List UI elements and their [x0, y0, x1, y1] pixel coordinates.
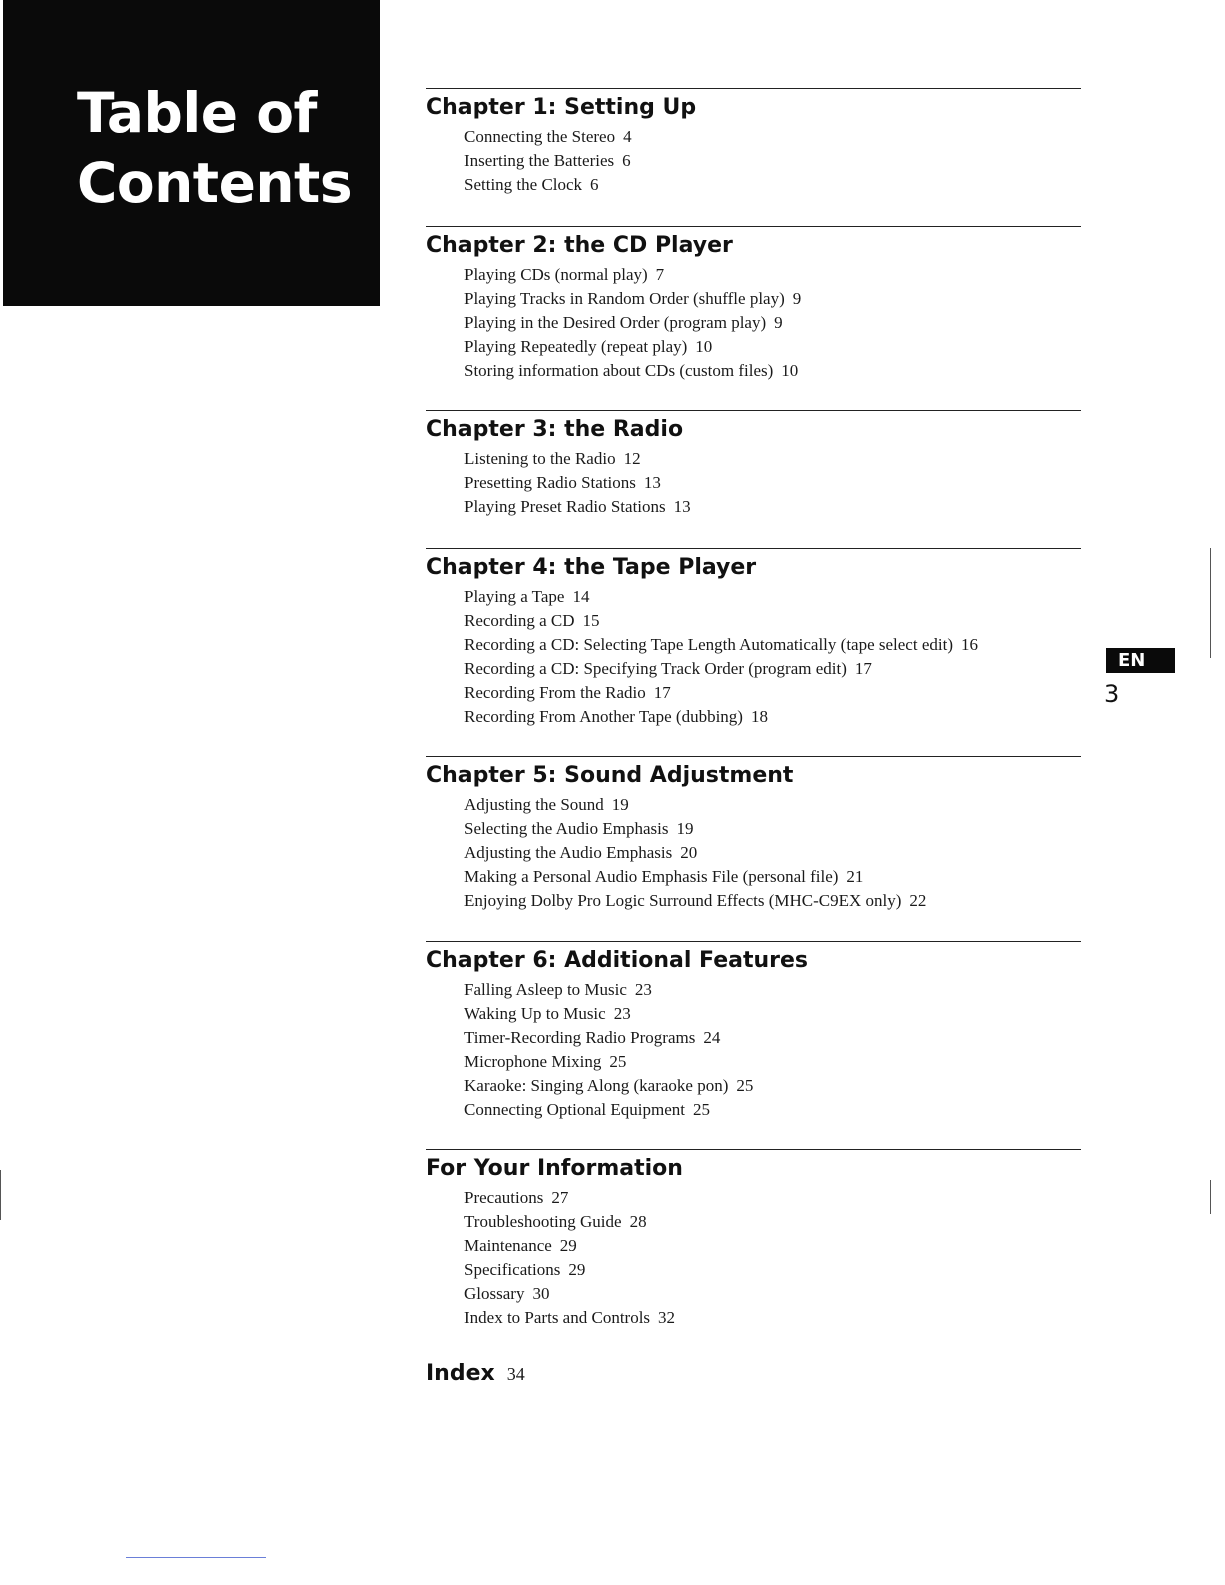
toc-entry[interactable]	[464, 1258, 1081, 1282]
chapter-heading[interactable]: Chapter 1: Setting Up	[426, 95, 697, 120]
section-divider	[426, 1149, 1081, 1150]
toc-entry-page-number: 24	[703, 1028, 721, 1047]
toc-entry-page-number: 25	[609, 1052, 627, 1071]
toc-entry-page-number: 10	[695, 337, 713, 356]
toc-entry-list	[464, 447, 1081, 519]
toc-entry-page-number: 14	[572, 587, 590, 606]
scan-edge-mark	[126, 1557, 266, 1558]
toc-entry-title: Waking Up to Music	[464, 1004, 606, 1023]
language-code: EN	[1118, 650, 1146, 671]
toc-section	[426, 756, 1081, 913]
toc-entry-page-number: 6	[622, 151, 631, 170]
toc-entry[interactable]	[464, 889, 1081, 913]
toc-entry-page-number: 19	[611, 795, 629, 814]
section-divider	[426, 941, 1081, 942]
toc-entry[interactable]	[464, 471, 1081, 495]
page-title	[77, 78, 352, 218]
title-block	[3, 0, 380, 306]
toc-entry-page-number: 25	[692, 1100, 710, 1119]
section-divider	[426, 88, 1081, 89]
toc-section	[426, 410, 1081, 519]
toc-entry-list	[464, 585, 1081, 729]
toc-entry[interactable]	[464, 1050, 1081, 1074]
toc-entry[interactable]	[464, 841, 1081, 865]
toc-entry-page-number: 18	[750, 707, 768, 726]
toc-entry[interactable]	[464, 125, 1081, 149]
toc-entry[interactable]	[464, 1234, 1081, 1258]
scan-edge-mark	[1210, 1180, 1211, 1214]
scan-edge-mark	[0, 1170, 1, 1220]
toc-entry-title: Recording a CD: Specifying Track Order (program edit)	[464, 659, 847, 678]
chapter-heading[interactable]: Chapter 3: the Radio	[426, 417, 684, 442]
toc-entry[interactable]	[464, 1002, 1081, 1026]
toc-entry-title: Selecting the Audio Emphasis	[464, 819, 669, 838]
toc-entry-title: Recording a CD	[464, 611, 575, 630]
toc-entry-list	[464, 1186, 1081, 1330]
chapter-heading[interactable]: Chapter 5: Sound Adjustment	[426, 763, 794, 788]
toc-entry[interactable]	[464, 1282, 1081, 1306]
toc-entry[interactable]	[464, 173, 1081, 197]
toc-entry[interactable]	[464, 311, 1081, 335]
toc-entry-page-number: 17	[653, 683, 671, 702]
toc-entry[interactable]	[464, 1306, 1081, 1330]
toc-entry-title: Playing Preset Radio Stations	[464, 497, 666, 516]
toc-entry-title: Making a Personal Audio Emphasis File (personal file)	[464, 867, 839, 886]
toc-entry[interactable]	[464, 1186, 1081, 1210]
toc-entry-page-number: 9	[774, 313, 783, 332]
toc-entry-title: Microphone Mixing	[464, 1052, 602, 1071]
toc-entry-title: Playing CDs (normal play)	[464, 265, 648, 284]
index-entry[interactable]	[426, 1361, 525, 1386]
toc-entry-title: Connecting Optional Equipment	[464, 1100, 685, 1119]
page-number: 3	[1104, 680, 1120, 708]
toc-entry-title: Storing information about CDs (custom files)	[464, 361, 774, 380]
toc-entry-page-number: 10	[781, 361, 799, 380]
toc-entry-page-number: 12	[623, 449, 641, 468]
toc-entry[interactable]	[464, 817, 1081, 841]
toc-section	[426, 548, 1081, 729]
toc-entry-page-number: 13	[643, 473, 661, 492]
toc-entry-list	[464, 263, 1081, 383]
scan-edge-mark	[1210, 548, 1211, 658]
toc-entry-page-number: 23	[634, 980, 652, 999]
toc-entry[interactable]	[464, 681, 1081, 705]
toc-section	[426, 226, 1081, 383]
toc-entry-page-number: 13	[673, 497, 691, 516]
toc-entry-page-number: 4	[623, 127, 632, 146]
toc-entry-title: Maintenance	[464, 1236, 552, 1255]
toc-entry-title: Adjusting the Sound	[464, 795, 604, 814]
page-title-line-1: Table of	[77, 81, 317, 145]
toc-entry[interactable]	[464, 1210, 1081, 1234]
chapter-heading[interactable]: Chapter 2: the CD Player	[426, 233, 733, 258]
toc-entry[interactable]	[464, 978, 1081, 1002]
section-divider	[426, 548, 1081, 549]
toc-entry[interactable]	[464, 1098, 1081, 1122]
toc-entry[interactable]	[464, 1074, 1081, 1098]
toc-entry[interactable]	[464, 335, 1081, 359]
toc-entry-title: Connecting the Stereo	[464, 127, 616, 146]
toc-entry-title: Playing Repeatedly (repeat play)	[464, 337, 688, 356]
language-tab	[1106, 648, 1175, 673]
toc-entry-list	[464, 793, 1081, 913]
toc-entry-page-number: 22	[909, 891, 927, 910]
toc-entry-list	[464, 125, 1081, 197]
toc-entry-page-number: 15	[582, 611, 600, 630]
toc-section	[426, 88, 1081, 197]
toc-entry-title: Index to Parts and Controls	[464, 1308, 651, 1327]
index-page-number: 34	[506, 1364, 525, 1384]
toc-entry[interactable]	[464, 633, 1081, 657]
toc-entry-page-number: 6	[590, 175, 599, 194]
toc-entry-list	[464, 978, 1081, 1122]
toc-entry[interactable]	[464, 359, 1081, 383]
toc-entry-page-number: 25	[736, 1076, 754, 1095]
toc-entry-page-number: 7	[655, 265, 665, 284]
toc-entry-page-number: 19	[676, 819, 694, 838]
toc-entry-page-number: 9	[792, 289, 802, 308]
toc-entry-page-number: 32	[658, 1308, 676, 1327]
toc-entry-page-number: 30	[532, 1284, 550, 1303]
toc-entry[interactable]	[464, 585, 1081, 609]
toc-entry-title: Setting the Clock	[464, 175, 583, 194]
toc-entry[interactable]	[464, 287, 1081, 311]
toc-entry-page-number: 16	[960, 635, 978, 654]
toc-section	[426, 1149, 1081, 1330]
toc-entry-page-number: 27	[551, 1188, 569, 1207]
toc-entry-title: Enjoying Dolby Pro Logic Surround Effects (MHC-C9EX only)	[464, 891, 902, 910]
toc-entry-title: Inserting the Batteries	[464, 151, 615, 170]
toc-entry-title: Falling Asleep to Music	[464, 980, 627, 999]
chapter-heading[interactable]: Chapter 4: the Tape Player	[426, 555, 757, 580]
chapter-heading[interactable]: For Your Information	[426, 1156, 683, 1181]
page-title-line-2: Contents	[77, 151, 353, 215]
toc-entry-title: Presetting Radio Stations	[464, 473, 636, 492]
toc-entry-title: Glossary	[464, 1284, 525, 1303]
toc-entry[interactable]	[464, 495, 1081, 519]
toc-entry-page-number: 17	[854, 659, 872, 678]
toc-entry-title: Karaoke: Singing Along (karaoke pon)	[464, 1076, 729, 1095]
toc-entry[interactable]	[464, 609, 1081, 633]
toc-entry-page-number: 23	[613, 1004, 631, 1023]
toc-entry-title: Playing a Tape	[464, 587, 565, 606]
toc-entry-title: Recording From the Radio	[464, 683, 646, 702]
toc-entry[interactable]	[464, 149, 1081, 173]
toc-section	[426, 941, 1081, 1122]
toc-entry-title: Adjusting the Audio Emphasis	[464, 843, 673, 862]
toc-entry[interactable]	[464, 793, 1081, 817]
section-divider	[426, 410, 1081, 411]
chapter-heading[interactable]: Chapter 6: Additional Features	[426, 948, 809, 973]
toc-entry-title: Recording From Another Tape (dubbing)	[464, 707, 743, 726]
toc-entry-title: Recording a CD: Selecting Tape Length Automatically (tape select edit)	[464, 635, 953, 654]
toc-entry-title: Timer-Recording Radio Programs	[464, 1028, 696, 1047]
toc-entry-title: Precautions	[464, 1188, 544, 1207]
toc-entry-page-number: 21	[846, 867, 864, 886]
toc-entry[interactable]	[464, 447, 1081, 471]
index-label: Index	[426, 1361, 495, 1386]
toc-entry-title: Specifications	[464, 1260, 561, 1279]
toc-entry[interactable]	[464, 1026, 1081, 1050]
toc-entry[interactable]	[464, 865, 1081, 889]
toc-entry-page-number: 29	[559, 1236, 577, 1255]
toc-entry-page-number: 20	[680, 843, 698, 862]
toc-entry-title: Playing Tracks in Random Order (shuffle play)	[464, 289, 785, 308]
toc-entry[interactable]	[464, 705, 1081, 729]
toc-entry-title: Listening to the Radio	[464, 449, 616, 468]
toc-entry-page-number: 28	[629, 1212, 647, 1231]
section-divider	[426, 226, 1081, 227]
section-divider	[426, 756, 1081, 757]
toc-entry-title: Troubleshooting Guide	[464, 1212, 622, 1231]
toc-entry-page-number: 29	[568, 1260, 586, 1279]
toc-entry-title: Playing in the Desired Order (program play)	[464, 313, 767, 332]
toc-entry[interactable]	[464, 657, 1081, 681]
toc-entry[interactable]	[464, 263, 1081, 287]
